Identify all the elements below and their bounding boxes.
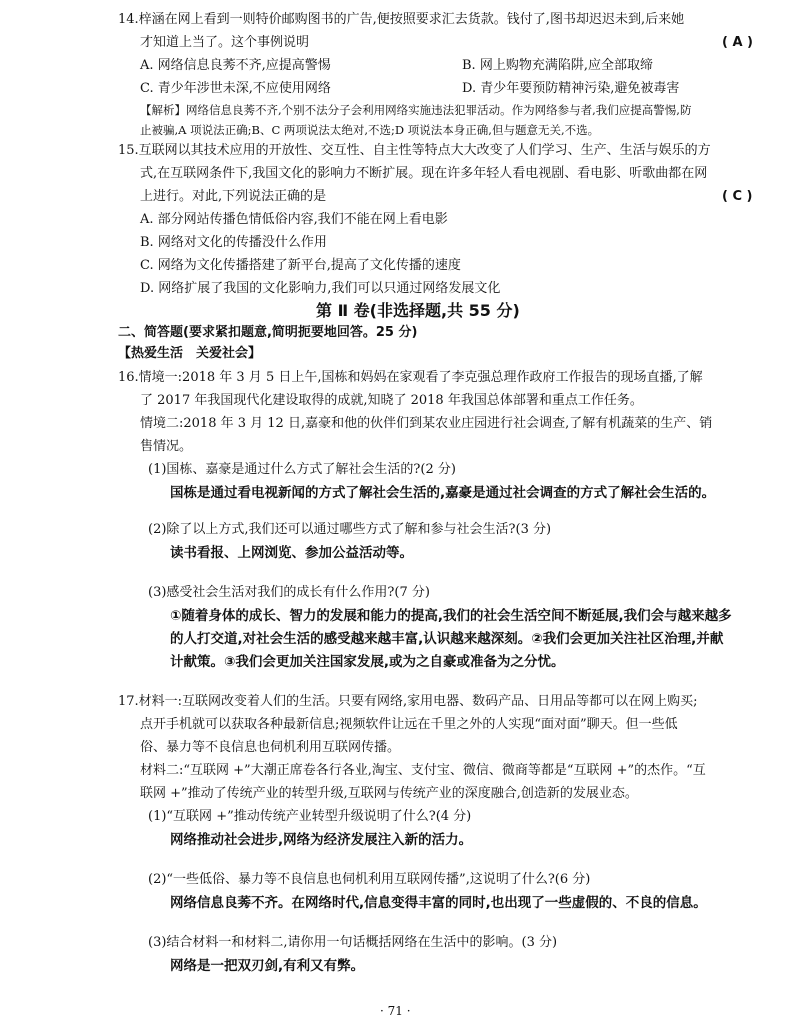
q15-option-c: C. 网络为文化传播搭建了新平台,提高了文化传播的速度: [140, 258, 461, 273]
q15-option-a: A. 部分网站传播色情低俗内容,我们不能在网上看电影: [140, 212, 448, 227]
q17-material1-line3: 俗、暴力等不良信息也伺机利用互联网传播。: [140, 740, 401, 755]
q16-scenario1-line2: 了 2017 年我国现代化建设取得的成就,知晓了 2018 年我国总体部署和重点工作任务。: [140, 393, 643, 408]
q16-sub2-answer: 读书看报、上网浏览、参加公益活动等。: [170, 545, 413, 561]
q14-analysis-line1: 【解析】网络信息良莠不齐,个别不法分子会利用网络实施违法犯罪活动。作为网络参与者,我们应提高警惕,防: [140, 103, 692, 117]
section-subtitle: 二、简答题(要求紧扣题意,简明扼要地回答。25 分): [118, 325, 418, 340]
q17-material1-line2: 点开手机就可以获取各种最新信息;视频软件让远在千里之外的人实现“面对面”聊天。但一些低: [140, 717, 678, 732]
q15-stem-line2: 式,在互联网条件下,我国文化的影响力不断扩展。现在许多年轻人看电视剧、看电影、听歌曲都在网: [140, 166, 708, 181]
q14-stem-line1: 14.梓涵在网上看到一则特价邮购图书的广告,便按照要求汇去货款。钱付了,图书却迟迟未到,后来她: [118, 12, 685, 27]
q15-answer: ( C ): [722, 189, 753, 204]
q16-sub3-answer-line3: 计献策。③我们会更加关注国家发展,或为之自豪或准备为之分忧。: [170, 654, 565, 670]
q15-option-b: B. 网络对文化的传播没什么作用: [140, 235, 327, 250]
section-title: 第 Ⅱ 卷(非选择题,共 55 分): [316, 301, 520, 320]
q14-answer: ( A ): [722, 35, 753, 50]
q14-analysis-line2: 止被骗,A 项说法正确;B、C 两项说法太绝对,不选;D 项说法本身正确,但与题意无关,不选。: [140, 123, 600, 137]
section-theme: 【热爱生活 关爱社会】: [118, 346, 262, 361]
q16-sub3-answer-line1: ①随着身体的成长、智力的发展和能力的提高,我们的社会生活空间不断延展,我们会与越来越多: [170, 608, 732, 624]
q17-sub3-question: (3)结合材料一和材料二,请你用一句话概括网络在生活中的影响。(3 分): [148, 935, 558, 950]
q14-option-b: B. 网上购物充满陷阱,应全部取缔: [462, 58, 653, 73]
q17-sub2-answer: 网络信息良莠不齐。在网络时代,信息变得丰富的同时,也出现了一些虚假的、不良的信息。: [170, 895, 707, 911]
q16-sub3-question: (3)感受社会生活对我们的成长有什么作用?(7 分): [148, 585, 430, 600]
q16-sub3-answer-line2: 的人打交道,对社会生活的感受越来越丰富,认识越来越深刻。②我们会更加关注社区治理,并献: [170, 631, 724, 647]
q17-sub3-answer: 网络是一把双刃剑,有利又有弊。: [170, 958, 365, 974]
q16-sub1-question: (1)国栋、嘉豪是通过什么方式了解社会生活的?(2 分): [148, 462, 456, 477]
q16-sub2-question: (2)除了以上方式,我们还可以通过哪些方式了解和参与社会生活?(3 分): [148, 522, 552, 537]
q15-option-d: D. 网络扩展了我国的文化影响力,我们可以只通过网络发展文化: [140, 281, 501, 296]
q15-stem-line3: 上进行。对此,下列说法正确的是: [140, 189, 327, 204]
q17-sub1-question: (1)“互联网 +”推动传统产业转型升级说明了什么?(4 分): [148, 809, 472, 824]
q16-scenario2-line2: 售情况。: [140, 439, 193, 454]
q15-stem-line1: 15.互联网以其技术应用的开放性、交互性、自主性等特点大大改变了人们学习、生产、生活与娱乐的方: [118, 143, 711, 158]
q14-stem-line2: 才知道上当了。这个事例说明: [140, 35, 310, 50]
q17-material1-line1: 17.材料一:互联网改变着人们的生活。只要有网络,家用电器、数码产品、日用品等都可以在网上购买;: [118, 694, 698, 709]
q14-option-a: A. 网络信息良莠不齐,应提高警惕: [140, 58, 331, 73]
page-number: · 71 ·: [380, 1004, 411, 1018]
q14-option-c: C. 青少年涉世未深,不应使用网络: [140, 81, 331, 96]
q17-sub1-answer: 网络推动社会进步,网络为经济发展注入新的活力。: [170, 832, 473, 848]
q17-material2-line2: 联网 +”推动了传统产业的转型升级,互联网与传统产业的深度融合,创造新的发展业态。: [140, 786, 638, 801]
q17-sub2-question: (2)“一些低俗、暴力等不良信息也伺机利用互联网传播”,这说明了什么?(6 分): [148, 872, 591, 887]
q14-option-d: D. 青少年要预防精神污染,避免被毒害: [462, 81, 680, 96]
q16-scenario1-line1: 16.情境一:2018 年 3 月 5 日上午,国栋和妈妈在家观看了李克强总理作政府工作报告的现场直播,了解: [118, 370, 703, 385]
q16-sub1-answer: 国栋是通过看电视新闻的方式了解社会生活的,嘉豪是通过社会调查的方式了解社会生活的。: [170, 485, 716, 501]
q17-material2-line1: 材料二:“互联网 +”大潮正席卷各行各业,淘宝、支付宝、微信、微商等都是“互联网 +”的杰作。“互: [140, 763, 706, 778]
q16-scenario2-line1: 情境二:2018 年 3 月 12 日,嘉豪和他的伙伴们到某农业庄园进行社会调查,了解有机蔬菜的生产、销: [140, 416, 713, 431]
